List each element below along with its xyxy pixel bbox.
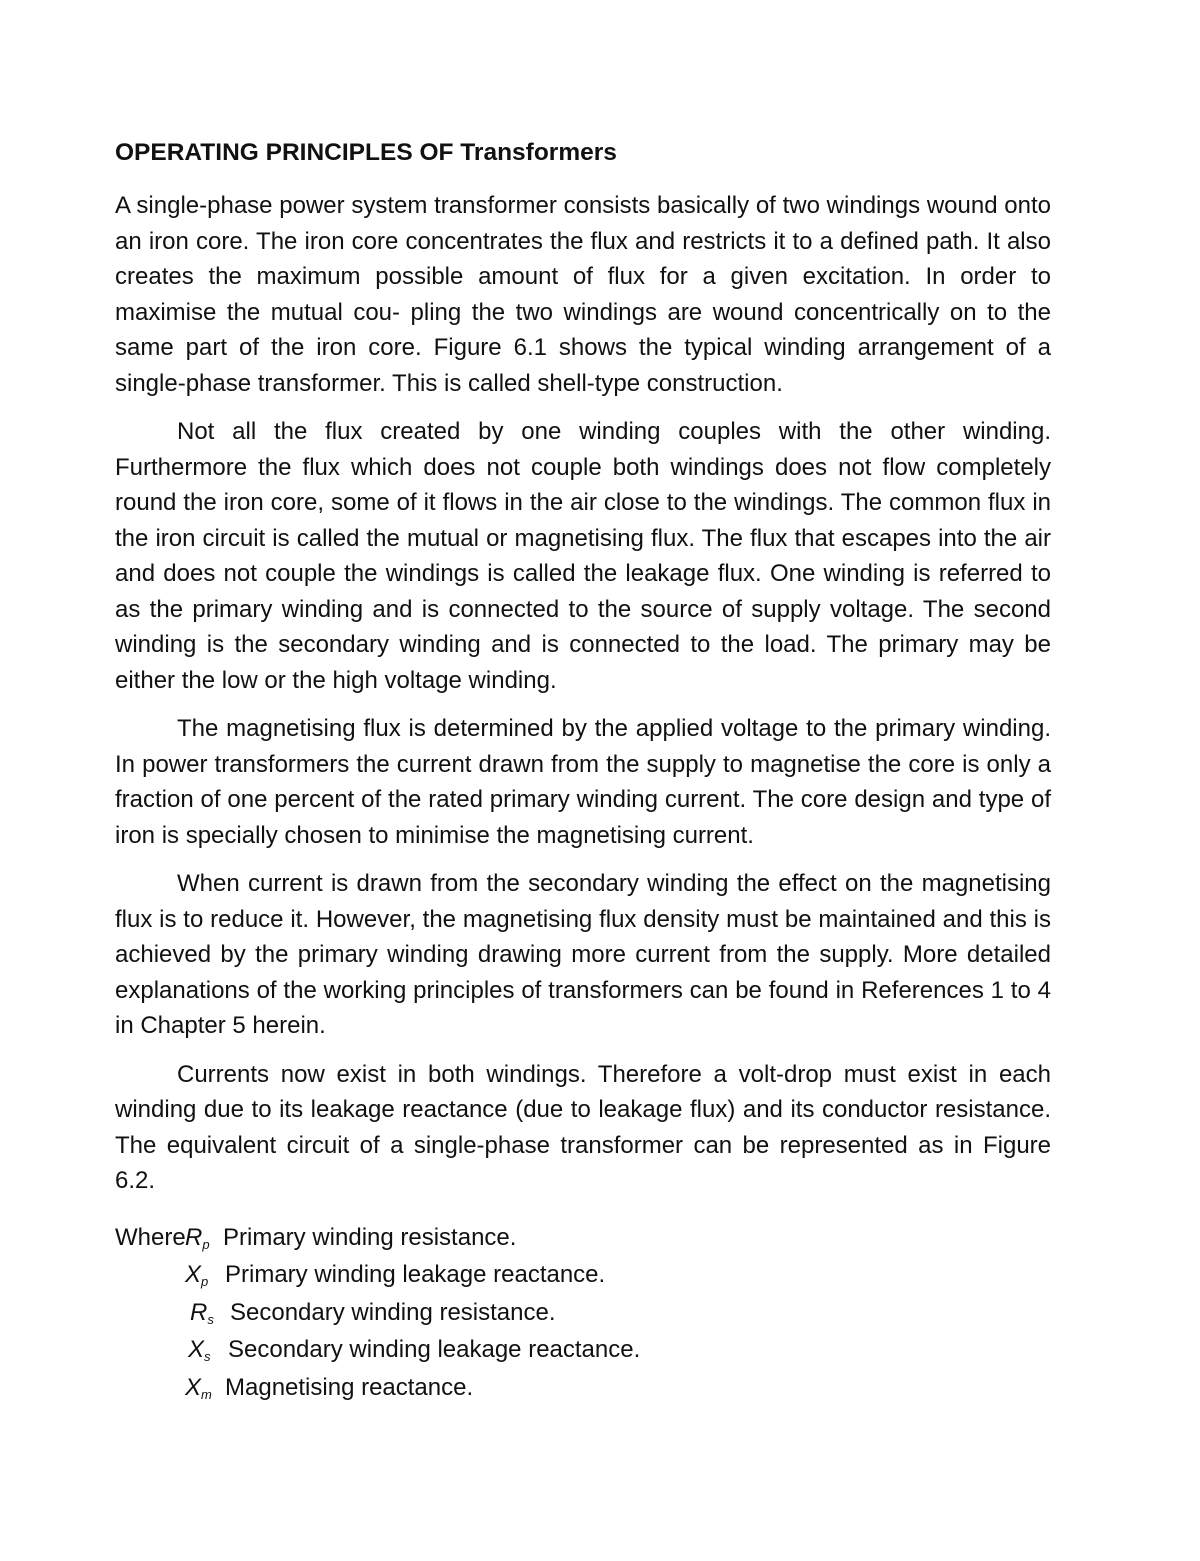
definitions-lead: Where (115, 1223, 186, 1251)
definition-text: Secondary winding leakage reactance. (228, 1336, 641, 1363)
definition-row (115, 1369, 1051, 1407)
document-page (115, 136, 1051, 1406)
symbol-rp: $R_p$ (185, 1223, 210, 1252)
definition-row (115, 1219, 1051, 1257)
definition-text: Secondary winding resistance. (230, 1298, 556, 1326)
definition-row (115, 1294, 1051, 1332)
definitions-list (115, 1219, 1051, 1407)
symbol-rs: $R_s$ (190, 1298, 214, 1327)
document-title: OPERATING PRINCIPLES OF Transformers (115, 139, 617, 166)
paragraph-3: The magnetising flux is determined by the applied voltage to the primary winding. In power transformers the current drawn from the supply to magnetise the core is only a fraction of one percent of the rated primary winding current. The core design and type of iron is specially chosen to minimise the magnetising current. (115, 715, 1051, 849)
definition-text: Magnetising reactance. (225, 1373, 474, 1401)
symbol-xs: $X_s$ (188, 1336, 211, 1364)
symbol-xm: $X_m$ (185, 1373, 212, 1402)
paragraph-4: When current is drawn from the secondary winding the effect on the magnetising flux is to reduce it. However, the magnetising flux density must be maintained and this is achieved by the primary winding drawing more current from the supply. More detailed explanations of the working principles of transformers can be found in References 1 to 4 in Chapter 5 herein. (115, 870, 1051, 1039)
definition-row (115, 1256, 1051, 1294)
paragraph-1: A single-phase power system transformer consists basically of two windings wound onto an iron core. The iron core concentrates the flux and restricts it to a defined path. It also creates the maximum possible amount of flux for a given excitation. In order to maximise the mutual cou- pling the two windings are wound concentrically on to the same part of the iron core. Figure 6.1 shows the typical winding arrangement of a single-phase transformer. This is called shell-type construction. (115, 192, 1051, 397)
definition-text: Primary winding resistance. (223, 1223, 517, 1251)
definition-row (115, 1331, 1051, 1369)
definition-text: Primary winding leakage reactance. (225, 1261, 606, 1288)
symbol-xp: $X_p$ (185, 1261, 209, 1289)
paragraph-5: Currents now exist in both windings. Therefore a volt-drop must exist in each winding due to its leakage reactance (due to leakage flux) and its conductor resistance. The equivalent circuit of a single-phase transformer can be represented as in Figure 6.2. (115, 1060, 1051, 1194)
paragraph-2: Not all the flux created by one winding couples with the other winding. Furthermore the flux which does not couple both windings does not flow completely round the iron core, some of it flows in the air close to the windings. The common flux in the iron circuit is called the mutual or magnetising flux. The flux that escapes into the air and does not couple the windings is called the leakage flux. One winding is referred to as the primary winding and is connected to the source of supply voltage. The second winding is the secondary winding and is connected to the load. The primary may be either the low or the high voltage winding. (115, 418, 1051, 694)
